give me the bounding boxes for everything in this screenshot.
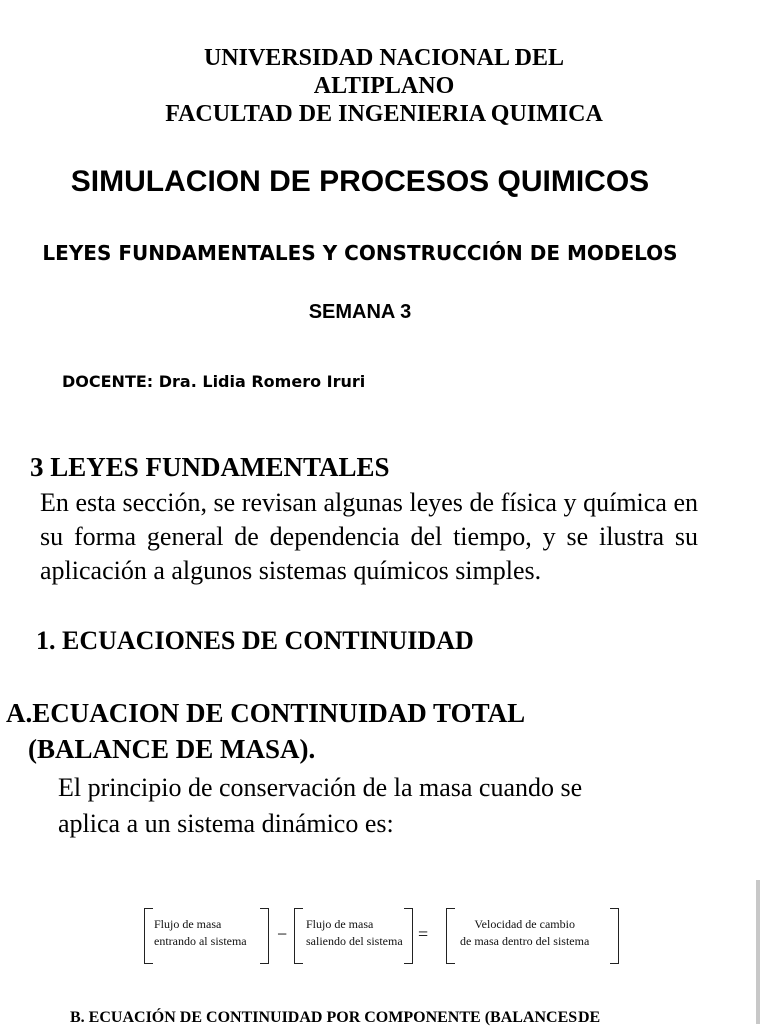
component-continuity-heading: B. ECUACIÓN DE CONTINUIDAD POR COMPONENTE (BALANCES	[70, 1009, 578, 1026]
equals-sign: =	[418, 924, 429, 944]
minus-sign: −	[277, 924, 288, 944]
right-bracket	[404, 908, 413, 964]
section-paragraph: En esta sección, se revisan algunas leyes de física y química en su forma general de dependencia del tiempo, y se ilustra su aplicación a algunos sistemas químicos simples.	[40, 488, 698, 585]
mass-balance-heading: (BALANCE DE MASA).	[28, 734, 316, 764]
topic-subtitle: LEYES FUNDAMENTALES Y CONSTRUCCIÓN DE MODELOS	[42, 241, 678, 265]
conservation-principle-text	[58, 770, 582, 842]
university-name-line1: UNIVERSIDAD NACIONAL DEL	[203, 45, 565, 71]
equation-term-inflow: Flujo de masa entrando al sistema	[154, 917, 247, 948]
course-title: SIMULACION DE PROCESOS QUIMICOS	[70, 165, 650, 198]
page-edge-shadow	[756, 880, 760, 1024]
left-bracket	[294, 908, 303, 964]
component-continuity-heading-tail: DE	[578, 1009, 601, 1026]
left-bracket	[144, 908, 153, 964]
section-heading: 3 LEYES FUNDAMENTALES	[30, 452, 390, 482]
conservation-text-line1: El principio de conservación de la masa cuando se	[58, 773, 583, 802]
right-bracket	[260, 908, 269, 964]
right-bracket	[610, 908, 619, 964]
total-continuity-heading: A.ECUACION DE CONTINUIDAD TOTAL	[6, 698, 526, 728]
university-header	[0, 44, 768, 128]
equation-term-accumulation: Velocidad de cambio de masa dentro del sistema	[460, 917, 590, 948]
university-name-line2: ALTIPLANO	[313, 73, 455, 99]
week-label: SEMANA 3	[308, 301, 412, 323]
teacher-label: DOCENTE: Dra. Lidia Romero Iruri	[62, 372, 366, 391]
left-bracket	[446, 908, 455, 964]
conservation-text-line2: aplica a un sistema dinámico es:	[58, 809, 394, 838]
faculty-name: FACULTAD DE INGENIERIA QUIMICA	[165, 101, 603, 127]
equation-term-outflow: Flujo de masa saliendo del sistema	[306, 917, 403, 948]
continuity-equations-heading: 1. ECUACIONES DE CONTINUIDAD	[36, 626, 474, 655]
mass-balance-equation	[140, 908, 620, 964]
